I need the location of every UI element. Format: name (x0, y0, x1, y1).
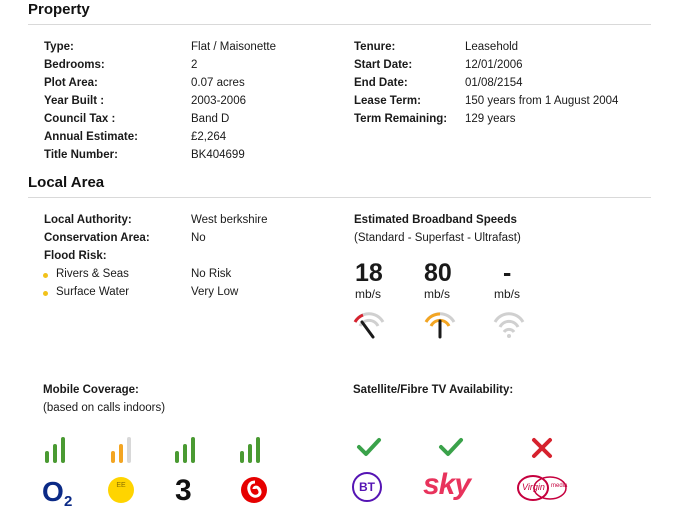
lease-term-label: Lease Term: (354, 95, 421, 107)
ee-logo-text: EE (116, 482, 126, 489)
tv-availability-title: Satellite/Fibre TV Availability: (353, 384, 514, 396)
annual-estimate-label: Annual Estimate: (44, 131, 138, 143)
conservation-area-label: Conservation Area: (44, 232, 150, 244)
type-value: Flat / Maisonette (191, 41, 277, 53)
plot-area-value: 0.07 acres (191, 77, 245, 89)
gauge-icon (353, 312, 385, 340)
virgin-media-logo (514, 472, 570, 504)
start-date-value: 12/01/2006 (465, 59, 523, 71)
media-logo-text: media (551, 483, 568, 489)
three-signal-icon (175, 437, 201, 463)
bt-logo-text: BT (359, 480, 375, 494)
term-remaining-label: Term Remaining: (354, 113, 448, 125)
mobile-coverage-subtitle: (based on calls indoors) (43, 402, 166, 414)
bt-logo (352, 472, 382, 502)
title-number-value: BK404699 (191, 149, 245, 161)
local-area-heading: Local Area (28, 174, 105, 191)
year-built-value: 2003-2006 (191, 95, 246, 107)
ee-signal-icon (111, 437, 137, 463)
council-tax-value: Band D (191, 113, 230, 125)
rivers-seas-value: No Risk (191, 268, 232, 280)
bedrooms-value: 2 (191, 59, 198, 71)
term-remaining-value: 129 years (465, 113, 516, 125)
three-logo: 3 (175, 474, 192, 507)
local-area-divider (28, 197, 651, 198)
virgin-logo-text: Virgin (522, 482, 545, 492)
ee-logo (108, 477, 134, 503)
annual-estimate-value: £2,264 (191, 131, 227, 143)
o2-signal-icon (45, 437, 71, 463)
local-authority-label: Local Authority: (44, 214, 132, 226)
ultrafast-speed-value: - (503, 259, 512, 287)
end-date-label: End Date: (354, 77, 408, 89)
bullet-icon (43, 273, 48, 278)
standard-speed-unit: mb/s (355, 287, 382, 301)
check-icon (438, 436, 464, 458)
bullet-icon (43, 291, 48, 296)
plot-area-label: Plot Area: (44, 77, 98, 89)
surface-water-label: Surface Water (56, 286, 130, 298)
gauge-icon (424, 312, 456, 340)
standard-speed-value: 18 (355, 259, 383, 287)
tenure-label: Tenure: (354, 41, 396, 53)
wifi-icon (493, 312, 525, 340)
o2-logo-letter: O (42, 476, 64, 507)
rivers-seas-label: Rivers & Seas (56, 268, 129, 280)
vodafone-signal-icon (240, 437, 266, 463)
type-label: Type: (44, 41, 74, 53)
year-built-label: Year Built : (44, 95, 105, 107)
sky-logo: sky (423, 468, 471, 501)
superfast-speed-value: 80 (424, 259, 452, 287)
broadband-subtitle: (Standard - Superfast - Ultrafast) (354, 232, 521, 244)
tenure-value: Leasehold (465, 41, 519, 53)
surface-water-value: Very Low (191, 286, 239, 298)
o2-logo (42, 476, 76, 508)
conservation-area-value: No (191, 232, 206, 244)
property-heading: Property (28, 1, 90, 18)
vodafone-logo (240, 476, 268, 504)
superfast-speed-unit: mb/s (424, 287, 451, 301)
cross-icon (530, 436, 554, 460)
bedrooms-label: Bedrooms: (44, 59, 105, 71)
council-tax-label: Council Tax : (44, 113, 116, 125)
ultrafast-speed-unit: mb/s (494, 287, 521, 301)
end-date-value: 01/08/2154 (465, 77, 523, 89)
lease-term-value: 150 years from 1 August 2004 (465, 95, 619, 107)
mobile-coverage-title: Mobile Coverage: (43, 384, 139, 396)
property-divider (28, 24, 651, 25)
check-icon (356, 436, 382, 458)
local-authority-value: West berkshire (191, 214, 268, 226)
flood-risk-label: Flood Risk: (44, 250, 107, 262)
title-number-label: Title Number: (44, 149, 118, 161)
broadband-title: Estimated Broadband Speeds (354, 214, 517, 226)
o2-logo-subscript: 2 (64, 493, 73, 510)
start-date-label: Start Date: (354, 59, 413, 71)
